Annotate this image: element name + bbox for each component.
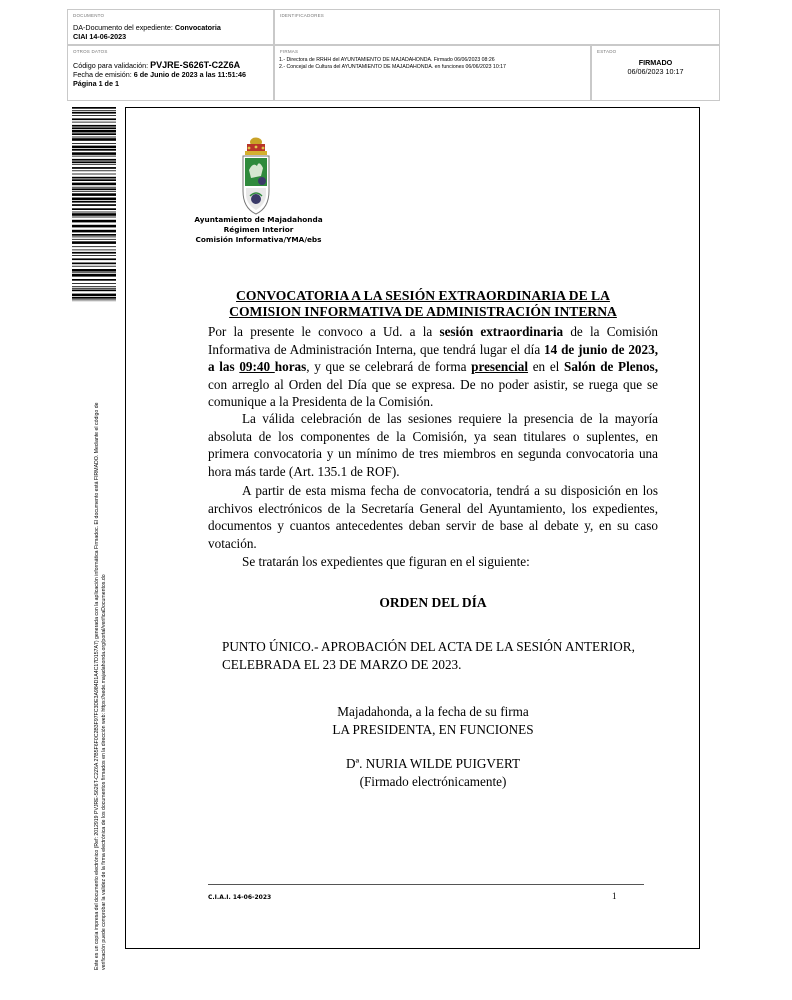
p1-bold-horas: horas xyxy=(274,359,307,375)
side-text-line-2: verificación puede comprobar la validez de la firma electrónica de los documentos firmados en la dirección web: https://sede.majadahonda.org/portal/verificaDocumentos.do xyxy=(101,574,107,970)
p1-bold-sesion: sesión extraordinaria xyxy=(439,324,564,339)
punto-unico: PUNTO ÚNICO.- APROBACIÓN DEL ACTA DE LA SESIÓN ANTERIOR, CELEBRADA EL 23 DE MARZO DE 2023. xyxy=(222,639,635,672)
otros-datos-box xyxy=(67,45,274,101)
p1-text-1: Por la presente le convoco a Ud. a la xyxy=(208,324,440,339)
barcode xyxy=(72,107,116,302)
p1-text-3: , y que se celebrará de forma xyxy=(306,359,472,375)
fecha-prefix: Fecha de emisión: xyxy=(73,70,134,79)
paragraph-expedientes: Se tratarán los expedientes que figuran en el siguiente: xyxy=(242,554,530,569)
title-line-2: COMISION INFORMATIVA DE ADMINISTRACIÓN INTERNA xyxy=(229,304,617,319)
firma-1: 1.- Directora de RRHH del AYUNTAMIENTO DE MAJADAHONDA. Firmado 06/06/2023 08:26 xyxy=(279,57,495,63)
firma-2: 2.- Concejal de Cultura del AYUNTAMIENTO DE MAJADAHONDA. en funciones 06/06/2023 10:17 xyxy=(279,64,506,70)
letterhead-line-2: Régimen Interior xyxy=(223,225,294,234)
paragraph-documentacion: A partir de esta misma fecha de convocatoria, tendrá a su disposición en los archivos electrónicos de la Secretaría General del Ayuntamiento, los expedientes, documentos y cuantos antecedentes deban servir de base al debate y, en su caso votación. xyxy=(208,483,658,551)
sign-role: LA PRESIDENTA, EN FUNCIONES xyxy=(332,721,534,737)
p1-presencial: presencial xyxy=(471,359,529,375)
orden-del-dia-title: ORDEN DEL DÍA xyxy=(379,595,487,610)
documento-prefix: DA-Documento del expediente: xyxy=(73,23,175,32)
identificadores-label: IDENTIFICADORES xyxy=(280,13,325,18)
fecha-emision: 6 de Junio de 2023 a las 11:51:46 xyxy=(133,70,247,79)
documento-label: DOCUMENTO xyxy=(73,13,105,18)
coat-of-arms-emblem xyxy=(237,136,275,216)
footer-page-number: 1 xyxy=(612,891,617,901)
document-page xyxy=(125,107,700,949)
side-text-line-1: Este es un copia impresa del documento electrónico (Ref: 2012919 PVJRE-S626T-C2Z6A 27B5F6F0C2B3F97FC3DE3A984D1A4C17D157A7) generada con la aplicación informática Firmadoc. El documento está FIRMADO. Mediante el código de xyxy=(94,402,100,970)
letterhead-line-3: Comisión Informativa/YMA/ebs xyxy=(195,235,322,244)
side-verification-text xyxy=(72,310,116,970)
letterhead-line-1: Ayuntamiento de Majadahonda xyxy=(194,215,323,224)
sign-note: (Firmado electrónicamente) xyxy=(359,773,507,789)
documento-bold: Convocatoria xyxy=(174,23,221,32)
estado-box xyxy=(591,45,720,101)
estado-date: 06/06/2023 10:17 xyxy=(627,67,684,76)
codigo-validacion[interactable]: PVJRE-S626T-C2Z6A xyxy=(150,60,241,70)
identificadores-box xyxy=(274,9,720,45)
p1-text-4: en el xyxy=(528,359,565,375)
p1-bold-fecha: 14 de junio de 2023, a las xyxy=(208,341,658,375)
footer-code: C.I.A.I. 14-06-2023 xyxy=(208,894,272,901)
codigo-prefix: Código para validación: xyxy=(73,61,151,70)
paragraph-quorum: La válida celebración de las sesiones requiere la presencia de la mayoría absoluta de los componentes de la Comisión, ya sean titulares o suplentes, en primera convocatoria y un mínimo de tres miembros en segunda convocatoria una hora más tarde (Art. 135.1 de ROF). xyxy=(208,411,658,479)
p1-text-5: con arreglo al Orden del Día que se expresa. De no poder asistir, se ruega que se comunique a la Presidenta de la Comisión. xyxy=(208,376,658,410)
title-line-1: CONVOCATORIA A LA SESIÓN EXTRAORDINARIA DE LA xyxy=(236,288,610,303)
estado-value: FIRMADO xyxy=(638,58,673,67)
sign-name: Dª. NURIA WILDE PUIGVERT xyxy=(345,756,521,772)
firmas-box xyxy=(274,45,591,101)
pagina: Página 1 de 1 xyxy=(73,79,119,88)
p1-salon: Salón de Plenos, xyxy=(564,359,658,375)
footer-rule xyxy=(208,884,644,885)
sign-place-date: Majadahonda, a la fecha de su firma xyxy=(337,704,529,719)
otros-datos-label: OTROS DATOS xyxy=(73,49,108,54)
estado-label: ESTADO xyxy=(597,49,617,54)
p1-hora: 09:40 xyxy=(239,359,275,375)
paragraph-convocatoria xyxy=(208,323,658,411)
p1-text-2: de la Comisión Informativa de Administración Interna, que tendrá lugar el día xyxy=(208,324,658,357)
documento-box xyxy=(67,9,274,45)
firmas-label: FIRMAS xyxy=(280,49,299,54)
documento-id: CIAI 14-06-2023 xyxy=(73,32,127,41)
